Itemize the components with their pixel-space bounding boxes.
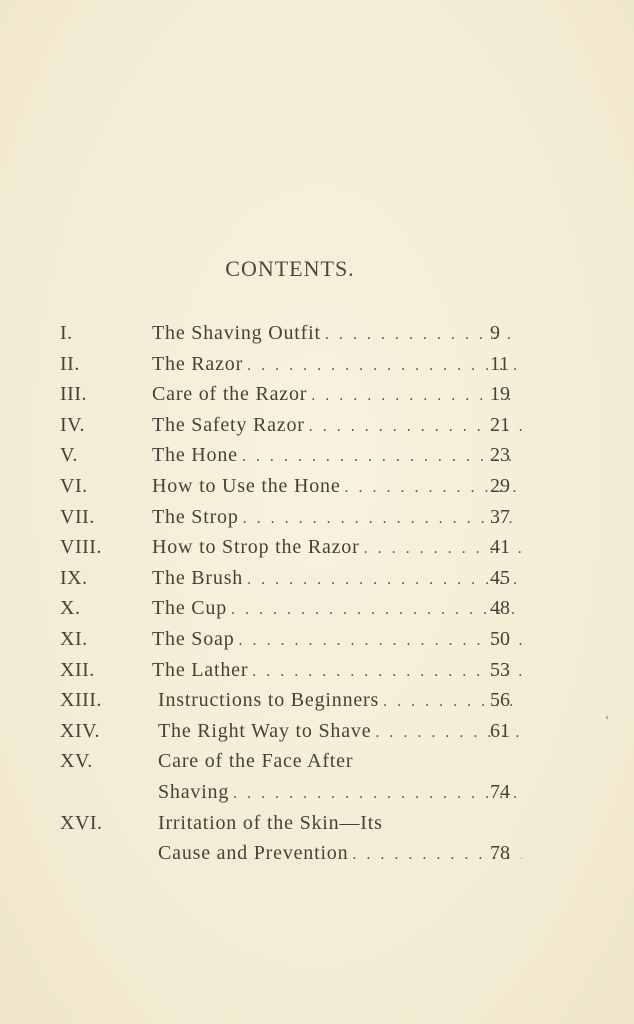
dot-leader [242,442,522,473]
chapter-numeral: VII. [60,505,95,528]
chapter-title [152,471,522,502]
chapter-numeral: VIII. [60,536,102,559]
dot-leader [252,657,522,688]
chapter-title [158,808,522,869]
chapter-title-line: Care of the Razor [152,383,308,406]
chapter-title-line: The Hone [152,444,238,467]
chapter-title [158,685,522,716]
toc-entry [60,349,530,380]
toc-entry [60,655,530,686]
chapter-title-line: Shaving [158,780,230,803]
toc-entry [60,440,530,471]
chapter-numeral: IV. [60,413,86,436]
chapter-numeral: XIII. [60,689,102,712]
toc-entry [60,410,530,441]
toc-entry [60,624,530,655]
chapter-title [152,563,522,594]
chapter-title [158,746,522,807]
chapter-title-line: How to Use the Hone [152,474,341,497]
toc-entry [60,502,530,533]
page-number: 19 [490,383,510,406]
chapter-title-line: The Strop [152,505,239,528]
page-number: 9 [490,322,500,344]
page-number: 53 [490,658,510,681]
chapter-numeral: III. [60,383,87,406]
chapter-title-line: Irritation of the Skin—Its [158,811,383,834]
dot-leader [233,779,522,810]
chapter-title-line: Cause and Prevention [158,842,349,865]
chapter-title-line: The Safety Razor [152,413,305,436]
toc-entry [60,532,530,563]
chapter-numeral: XIV. [60,719,100,742]
chapter-numeral: XI. [60,627,88,650]
page-number: 78 [490,842,510,865]
chapter-title-line: The Soap [152,627,235,650]
chapter-numeral: IX. [60,566,88,589]
chapter-title-line: The Razor [152,352,244,375]
chapter-title [158,716,522,747]
toc-entry [60,808,530,869]
chapter-title-line: Instructions to Beginners [158,689,380,712]
toc-entry [60,318,530,349]
chapter-title-line: The Shaving Outfit [152,322,321,344]
chapter-title [152,440,522,471]
toc-entry [60,471,530,502]
dot-leader [247,565,522,596]
toc-entry [60,685,530,716]
chapter-title [152,502,522,533]
table-of-contents [60,318,530,869]
chapter-numeral: XVI. [60,811,103,834]
chapter-title-line: The Cup [152,597,228,620]
chapter-title [152,410,522,441]
page-number: 21 [490,413,510,436]
chapter-title-line: How to Strop the Razor [152,536,360,559]
chapter-title-line: The Right Way to Shave [158,719,372,742]
chapter-title [152,349,522,380]
page-number: 48 [490,597,510,620]
chapter-title-line: The Lather [152,658,249,681]
chapter-title [152,318,522,349]
page-number: 11 [490,352,510,375]
chapter-title-line: The Brush [152,566,244,589]
toc-entry [60,593,530,624]
page-number: 37 [490,505,510,528]
chapter-numeral: XII. [60,658,95,681]
page-number: 50 [490,627,510,650]
chapter-numeral: V. [60,444,78,467]
dot-leader [247,351,522,382]
chapter-title [152,655,522,686]
toc-entry [60,746,530,807]
page-number: 56 [490,689,510,712]
dot-leader [243,504,522,535]
chapter-numeral: II. [60,352,80,375]
page-number: 23 [490,444,510,467]
chapter-title [152,593,522,624]
toc-entry [60,563,530,594]
chapter-title-line: Care of the Face After [158,750,354,773]
toc-entry [60,716,530,747]
chapter-numeral: X. [60,597,81,620]
page-speck [606,716,608,719]
page-number: 41 [490,536,510,559]
page-number: 74 [490,780,510,803]
chapter-title [152,624,522,655]
dot-leader [231,595,522,626]
page-number: 29 [490,474,510,497]
page-number: 61 [490,719,510,742]
page-number: 45 [490,566,510,589]
contents-heading: CONTENTS. [225,256,355,281]
chapter-numeral: I. [60,322,73,344]
chapter-title [152,379,522,410]
dot-leader [239,626,523,657]
chapter-numeral: XV. [60,750,93,773]
chapter-numeral: VI. [60,474,88,497]
chapter-title [152,532,522,563]
toc-entry [60,379,530,410]
